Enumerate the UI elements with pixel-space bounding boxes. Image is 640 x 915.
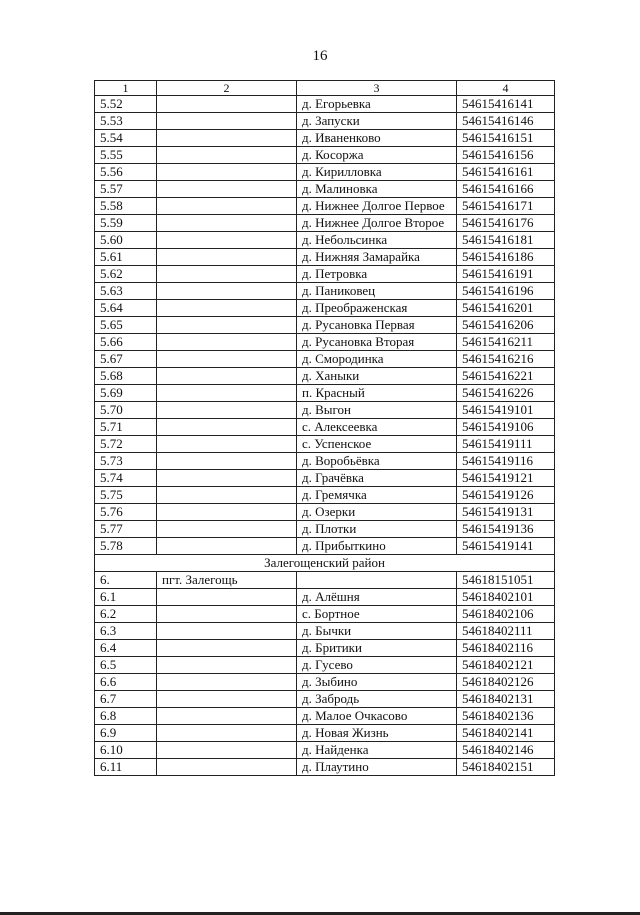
oktmo-code-cell: 54615419101 [457, 402, 555, 419]
settlement-name-cell: д. Иваненково [297, 130, 457, 147]
oktmo-code-cell: 54615416201 [457, 300, 555, 317]
table-row [95, 725, 555, 742]
oktmo-code-cell: 54615419116 [457, 453, 555, 470]
settlement-name-cell: п. Красный [297, 385, 457, 402]
table-row [95, 521, 555, 538]
table-row [95, 589, 555, 606]
row-number-cell: 5.71 [95, 419, 157, 436]
table-header-row [95, 81, 555, 96]
admin-center-cell [157, 130, 297, 147]
admin-center-cell [157, 623, 297, 640]
oktmo-code-cell: 54618402106 [457, 606, 555, 623]
row-number-cell: 5.66 [95, 334, 157, 351]
admin-center-cell [157, 283, 297, 300]
admin-center-cell [157, 385, 297, 402]
settlement-name-cell: д. Егорьевка [297, 96, 457, 113]
row-number-cell: 5.73 [95, 453, 157, 470]
row-number-cell: 6.8 [95, 708, 157, 725]
oktmo-code-cell: 54615416216 [457, 351, 555, 368]
settlement-name-cell: д. Русановка Вторая [297, 334, 457, 351]
row-number-cell: 5.60 [95, 232, 157, 249]
settlement-name-cell: с. Успенское [297, 436, 457, 453]
oktmo-code-cell: 54618151051 [457, 572, 555, 589]
row-number-cell: 5.57 [95, 181, 157, 198]
row-number-cell: 5.61 [95, 249, 157, 266]
row-number-cell: 5.74 [95, 470, 157, 487]
table-row [95, 198, 555, 215]
row-number-cell: 6. [95, 572, 157, 589]
admin-center-cell [157, 759, 297, 776]
table-row [95, 351, 555, 368]
admin-center-cell [157, 334, 297, 351]
admin-center-cell [157, 96, 297, 113]
table-row [95, 691, 555, 708]
oktmo-code-cell: 54618402121 [457, 657, 555, 674]
admin-center-cell [157, 504, 297, 521]
oktmo-code-cell: 54615416171 [457, 198, 555, 215]
row-number-cell: 6.3 [95, 623, 157, 640]
row-number-cell: 6.7 [95, 691, 157, 708]
table-row [95, 215, 555, 232]
row-number-cell: 6.9 [95, 725, 157, 742]
column-header-1: 1 [95, 81, 157, 96]
table-row [95, 504, 555, 521]
admin-center-cell [157, 674, 297, 691]
settlement-name-cell: д. Новая Жизнь [297, 725, 457, 742]
row-number-cell: 5.69 [95, 385, 157, 402]
table-row [95, 759, 555, 776]
oktmo-code-cell: 54615419136 [457, 521, 555, 538]
oktmo-code-cell: 54618402116 [457, 640, 555, 657]
oktmo-code-cell: 54618402141 [457, 725, 555, 742]
admin-center-cell [157, 708, 297, 725]
oktmo-code-cell: 54615416156 [457, 147, 555, 164]
table-row [95, 266, 555, 283]
settlement-name-cell: д. Грачёвка [297, 470, 457, 487]
admin-center-cell [157, 198, 297, 215]
admin-center-cell [157, 742, 297, 759]
admin-center-cell [157, 266, 297, 283]
settlement-name-cell: д. Озерки [297, 504, 457, 521]
table-row [95, 419, 555, 436]
settlement-name-cell: д. Паниковец [297, 283, 457, 300]
oktmo-code-cell: 54615416176 [457, 215, 555, 232]
oktmo-code-cell: 54615416226 [457, 385, 555, 402]
table-row [95, 742, 555, 759]
column-header-2: 2 [157, 81, 297, 96]
admin-center-cell [157, 538, 297, 555]
oktmo-code-cell: 54615416161 [457, 164, 555, 181]
oktmo-code-cell: 54615416211 [457, 334, 555, 351]
row-number-cell: 5.55 [95, 147, 157, 164]
admin-center-cell [157, 436, 297, 453]
oktmo-code-cell: 54615416206 [457, 317, 555, 334]
row-number-cell: 6.10 [95, 742, 157, 759]
settlement-name-cell: с. Бортное [297, 606, 457, 623]
row-number-cell: 5.54 [95, 130, 157, 147]
admin-center-cell [157, 351, 297, 368]
admin-center-cell [157, 164, 297, 181]
table-row [95, 606, 555, 623]
table-row [95, 674, 555, 691]
table-row [95, 368, 555, 385]
section-row [95, 555, 555, 572]
admin-center-cell [157, 453, 297, 470]
oktmo-code-cell: 54615419106 [457, 419, 555, 436]
row-number-cell: 6.11 [95, 759, 157, 776]
settlement-name-cell [297, 572, 457, 589]
admin-center-cell [157, 521, 297, 538]
oktmo-code-cell: 54615419121 [457, 470, 555, 487]
settlement-name-cell: д. Выгон [297, 402, 457, 419]
oktmo-code-cell: 54615416181 [457, 232, 555, 249]
admin-center-cell [157, 232, 297, 249]
settlement-name-cell: д. Бритики [297, 640, 457, 657]
row-number-cell: 5.72 [95, 436, 157, 453]
section-title: Залегощенский район [95, 555, 555, 572]
row-number-cell: 5.62 [95, 266, 157, 283]
oktmo-code-cell: 54615419141 [457, 538, 555, 555]
row-number-cell: 6.6 [95, 674, 157, 691]
settlement-name-cell: с. Алексеевка [297, 419, 457, 436]
row-number-cell: 6.5 [95, 657, 157, 674]
table-row [95, 402, 555, 419]
row-number-cell: 6.1 [95, 589, 157, 606]
settlement-name-cell: д. Найденка [297, 742, 457, 759]
oktmo-code-cell: 54618402126 [457, 674, 555, 691]
settlement-name-cell: д. Гремячка [297, 487, 457, 504]
table-body [95, 81, 555, 776]
table-row [95, 130, 555, 147]
settlement-name-cell: д. Забродь [297, 691, 457, 708]
row-number-cell: 5.70 [95, 402, 157, 419]
table-row [95, 300, 555, 317]
table-row [95, 640, 555, 657]
table-row [95, 317, 555, 334]
settlement-name-cell: д. Косоржа [297, 147, 457, 164]
admin-center-cell [157, 181, 297, 198]
admin-center-cell [157, 589, 297, 606]
admin-center-cell [157, 249, 297, 266]
settlement-name-cell: д. Зыбино [297, 674, 457, 691]
admin-center-cell [157, 725, 297, 742]
row-number-cell: 5.52 [95, 96, 157, 113]
row-number-cell: 6.2 [95, 606, 157, 623]
row-number-cell: 5.68 [95, 368, 157, 385]
settlement-name-cell: д. Запуски [297, 113, 457, 130]
table-row [95, 436, 555, 453]
oktmo-code-cell: 54615416191 [457, 266, 555, 283]
table-row [95, 283, 555, 300]
oktmo-code-cell: 54615416141 [457, 96, 555, 113]
settlement-name-cell: д. Нижнее Долгое Второе [297, 215, 457, 232]
admin-center-cell [157, 215, 297, 232]
table-row [95, 232, 555, 249]
row-number-cell: 5.76 [95, 504, 157, 521]
oktmo-code-cell: 54618402111 [457, 623, 555, 640]
table-row [95, 385, 555, 402]
admin-center-cell [157, 300, 297, 317]
table-row [95, 470, 555, 487]
table-row [95, 487, 555, 504]
admin-center-cell [157, 487, 297, 504]
oktmo-code-cell: 54615416166 [457, 181, 555, 198]
oktmo-code-cell: 54615419111 [457, 436, 555, 453]
admin-center-cell [157, 470, 297, 487]
table-row [95, 164, 555, 181]
settlement-name-cell: д. Воробьёвка [297, 453, 457, 470]
settlement-name-cell: д. Русановка Первая [297, 317, 457, 334]
row-number-cell: 5.77 [95, 521, 157, 538]
admin-center-cell [157, 606, 297, 623]
settlement-name-cell: д. Нижнее Долгое Первое [297, 198, 457, 215]
table-row [95, 113, 555, 130]
oktmo-code-cell: 54615419131 [457, 504, 555, 521]
admin-center-cell [157, 640, 297, 657]
row-number-cell: 5.56 [95, 164, 157, 181]
oktmo-code-cell: 54615416196 [457, 283, 555, 300]
table-row [95, 708, 555, 725]
row-number-cell: 5.63 [95, 283, 157, 300]
settlement-name-cell: д. Преображенская [297, 300, 457, 317]
table-row [95, 334, 555, 351]
admin-center-cell [157, 402, 297, 419]
oktmo-code-cell: 54615416186 [457, 249, 555, 266]
row-number-cell: 6.4 [95, 640, 157, 657]
row-number-cell: 5.53 [95, 113, 157, 130]
settlement-name-cell: д. Небольсинка [297, 232, 457, 249]
oktmo-code-cell: 54618402131 [457, 691, 555, 708]
page-number: 16 [312, 48, 328, 64]
admin-center-cell [157, 317, 297, 334]
oktmo-code-cell: 54615416146 [457, 113, 555, 130]
table-row [95, 538, 555, 555]
settlement-name-cell: д. Гусево [297, 657, 457, 674]
row-number-cell: 5.59 [95, 215, 157, 232]
row-number-cell: 5.65 [95, 317, 157, 334]
table-row [95, 147, 555, 164]
settlement-name-cell: д. Петровка [297, 266, 457, 283]
oktmo-code-cell: 54615419126 [457, 487, 555, 504]
settlement-name-cell: д. Ханыки [297, 368, 457, 385]
table-row [95, 96, 555, 113]
column-header-3: 3 [297, 81, 457, 96]
settlement-name-cell: д. Кирилловка [297, 164, 457, 181]
row-number-cell: 5.67 [95, 351, 157, 368]
column-header-4: 4 [457, 81, 555, 96]
table-row [95, 657, 555, 674]
settlement-name-cell: д. Плаутино [297, 759, 457, 776]
settlements-table [94, 80, 555, 776]
settlement-name-cell: д. Прибыткино [297, 538, 457, 555]
admin-center-cell [157, 113, 297, 130]
admin-center-cell: пгт. Залегощь [157, 572, 297, 589]
oktmo-code-cell: 54618402151 [457, 759, 555, 776]
oktmo-code-cell: 54615416221 [457, 368, 555, 385]
settlement-name-cell: д. Малиновка [297, 181, 457, 198]
oktmo-code-cell: 54618402136 [457, 708, 555, 725]
table-row [95, 572, 555, 589]
settlement-name-cell: д. Алёшня [297, 589, 457, 606]
row-number-cell: 5.75 [95, 487, 157, 504]
admin-center-cell [157, 419, 297, 436]
row-number-cell: 5.78 [95, 538, 157, 555]
admin-center-cell [157, 691, 297, 708]
admin-center-cell [157, 657, 297, 674]
oktmo-code-cell: 54618402101 [457, 589, 555, 606]
settlement-name-cell: д. Нижняя Замарайка [297, 249, 457, 266]
table-row [95, 249, 555, 266]
settlement-name-cell: д. Малое Очкасово [297, 708, 457, 725]
oktmo-code-cell: 54618402146 [457, 742, 555, 759]
settlement-name-cell: д. Бычки [297, 623, 457, 640]
table-row [95, 181, 555, 198]
table-row [95, 453, 555, 470]
row-number-cell: 5.64 [95, 300, 157, 317]
admin-center-cell [157, 147, 297, 164]
admin-center-cell [157, 368, 297, 385]
oktmo-code-cell: 54615416151 [457, 130, 555, 147]
settlement-name-cell: д. Смородинка [297, 351, 457, 368]
settlement-name-cell: д. Плотки [297, 521, 457, 538]
row-number-cell: 5.58 [95, 198, 157, 215]
table-row [95, 623, 555, 640]
